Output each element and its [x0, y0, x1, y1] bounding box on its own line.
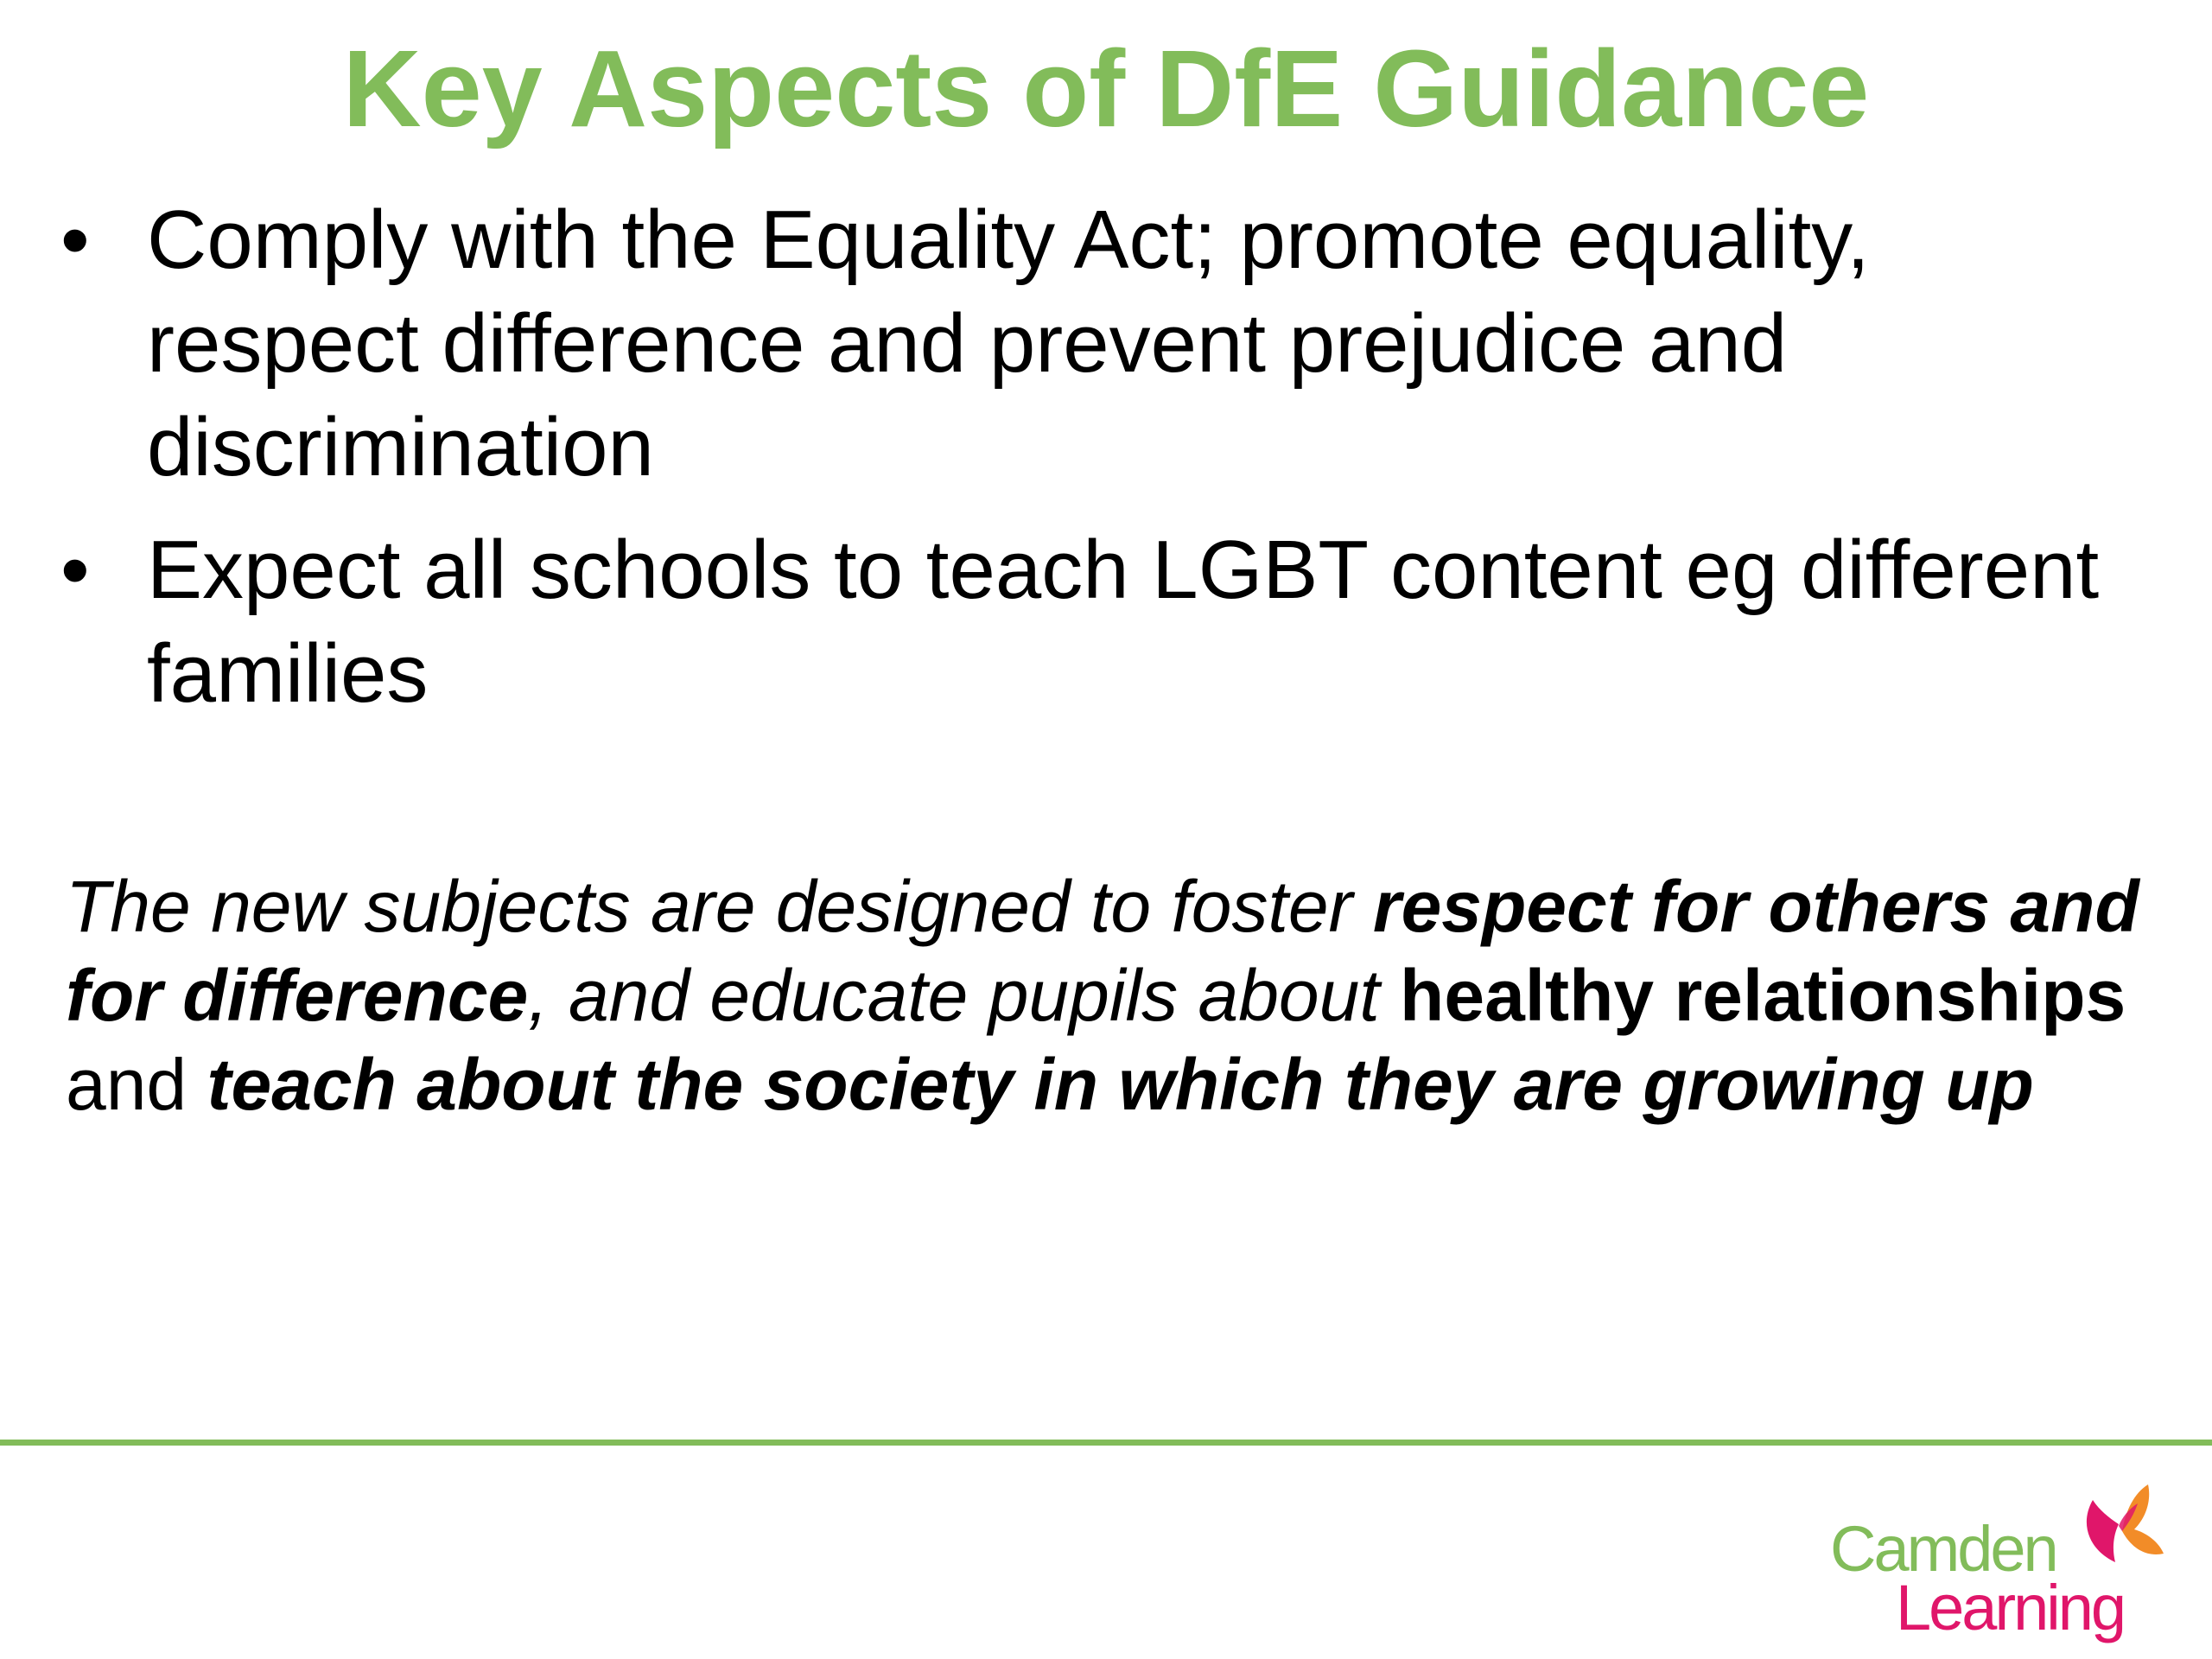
bullet-item	[60, 518, 2117, 726]
slide-title: Key Aspects of DfE Guidance	[342, 28, 1870, 149]
footer-divider	[0, 1440, 2212, 1446]
quote-text-and: and	[66, 1044, 207, 1125]
bullet-item	[60, 188, 2117, 499]
quote-emphasis-society: teach about the society in which they are growing up	[207, 1044, 2034, 1125]
quote-text-intro: The new subjects are designed to foster	[66, 866, 1373, 947]
bullet-marker: •	[60, 524, 90, 616]
logo-text-learning: Learning	[1896, 1572, 2125, 1643]
quote-paragraph	[66, 862, 2157, 1129]
quote-text-educate: , and educate pupils about	[528, 955, 1401, 1036]
quote-emphasis-relationships: healthy relationships	[1400, 955, 2126, 1036]
camden-learning-logo	[1823, 1469, 2186, 1642]
bullet-list	[60, 188, 2117, 745]
bullet-text: Comply with the Equality Act; promote equality, respect difference and prevent prejudice and discrimination	[147, 194, 1870, 493]
logo-text-camden: Camden	[1830, 1513, 2056, 1585]
bullet-text: Expect all schools to teach LGBT content eg different families	[147, 524, 2100, 720]
bullet-marker: •	[60, 194, 90, 286]
quote-emphasis-respect: respect for others and for difference	[66, 866, 2139, 1036]
butterfly-icon	[2074, 1479, 2169, 1574]
